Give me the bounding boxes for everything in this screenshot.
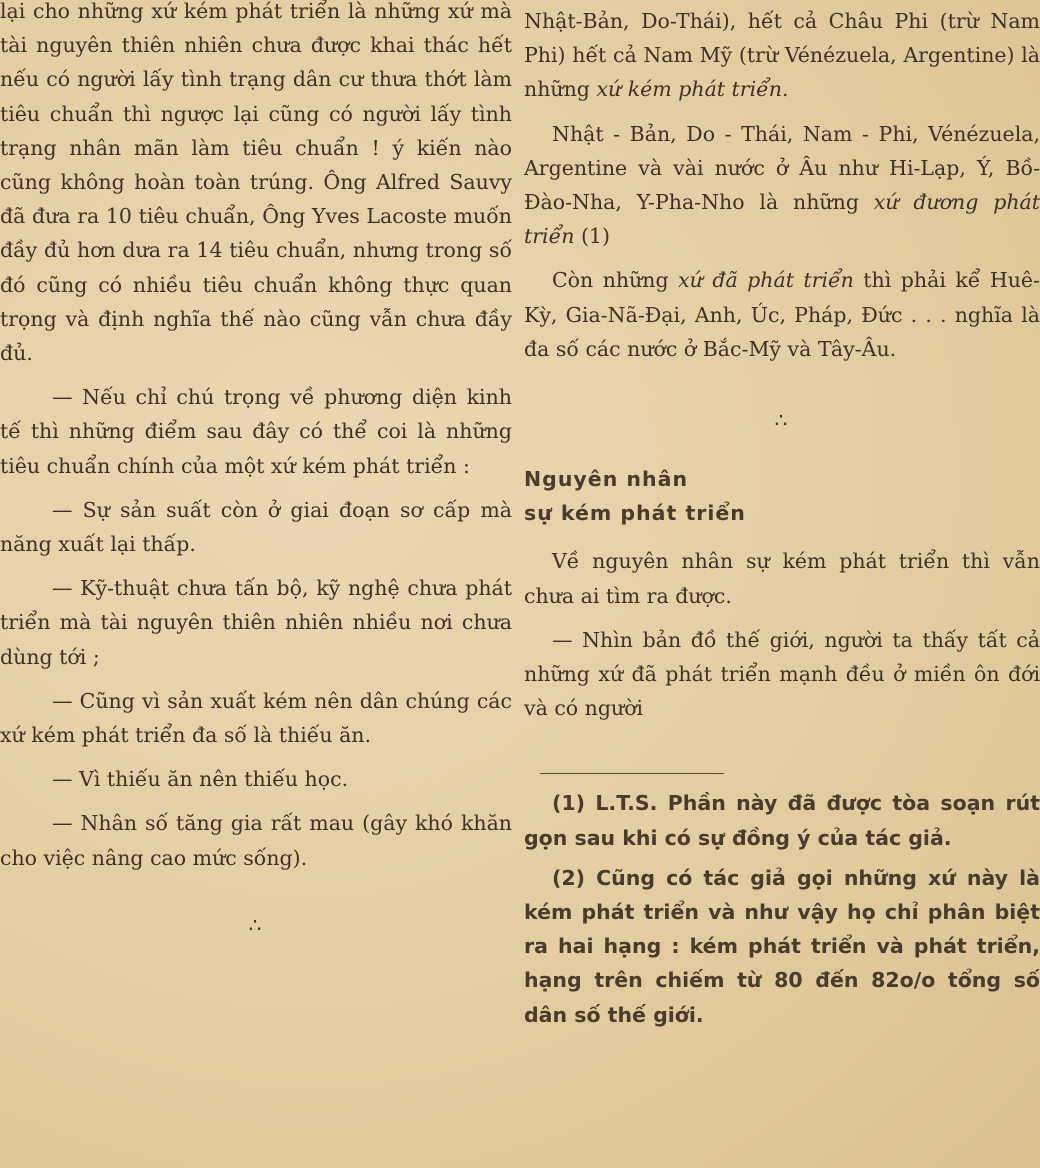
paragraph-economic-criteria: — Nếu chỉ chú trọng về phương diện kinh tế thì những điểm sau đây có thể coi là những tiêu chuẩn chính của một xứ kém phát triển : <box>0 385 512 478</box>
section-heading-line2: sự kém phát triển <box>524 501 746 526</box>
footnote-1: (1) L.T.S. Phần này đã được tòa soạn rút gọn sau khi có sự đồng ý của tác giả. <box>524 791 1040 850</box>
paragraph-underdeveloped-countries: Nhật-Bản, Do-Thái), hết cả Châu Phi (trừ Nam Phi) hết cả Nam Mỹ (trừ Vénézuela, Argentine) là những xứ kém phát triển. <box>524 9 1040 102</box>
paragraph-technology: — Kỹ-thuật chưa tấn bộ, kỹ nghệ chưa phát triển mà tài nguyên thiên nhiên nhiều nơi chưa dùng tới ; <box>0 576 512 669</box>
paragraph-production: — Sự sản suất còn ở giai đoạn sơ cấp mà năng xuất lại thấp. <box>0 497 512 557</box>
paragraph-developed-countries: Còn những xứ đã phát triển thì phải kể Huê-Kỳ, Gia-Nã-Đại, Anh, Úc, Pháp, Đức . . . nghĩa là đa số các nước ở Bắc-Mỹ và Tây-Âu. <box>524 268 1040 361</box>
footnote-2: (2) Cũng có tác giả gọi những xứ này là kém phát triển và như vậy họ chỉ phân biệt ra hai hạng : kém phát triển và phát triển, hạng trên chiếm từ 80 đến 82o/o tổng số dân số thế giới. <box>524 865 1040 1027</box>
paragraph-criteria-intro: lại cho những xứ kém phát triển là những xứ mà tài nguyên thiên nhiên chưa được khai thác hết nếu có người lấy tình trạng dân cư thưa thớt làm tiêu chuẩn thì ngược lại cũng có người lấy tình trạng nhân mãn làm tiêu chuẩn ! ý kiến nào cũng không hoàn toàn trúng. Ông Alfred Sauvy đã đưa ra 10 tiêu chuẩn, Ông Yves Lacoste muốn đầy đủ hơn dưa ra 14 tiêu chuẩn, nhưng trong số đó cũng có nhiều tiêu chuẩn không thực quan trọng và định nghĩa thế nào cũng vẫn chưa đầy đủ. <box>0 0 512 366</box>
section-heading-line1: Nguyên nhân <box>524 467 689 492</box>
section-separator: ∴ <box>248 912 264 937</box>
left-column <box>0 0 512 935</box>
paragraph-population: — Nhân số tăng gia rất mau (gây khó khăn cho việc nâng cao mức sống). <box>0 811 512 870</box>
paragraph-causes: Về nguyên nhân sự kém phát triển thì vẫn chưa ai tìm ra được. <box>524 549 1040 608</box>
section-separator: ∴ <box>774 408 790 433</box>
right-column <box>524 0 1040 1032</box>
paragraph-hunger: — Cũng vì sản xuất kém nên dân chúng các xứ kém phát triển đa số là thiếu ăn. <box>0 688 512 748</box>
paragraph-education: — Vì thiếu ăn nên thiếu học. <box>52 767 349 792</box>
paragraph-developing-countries: Nhật - Bản, Do - Thái, Nam - Phi, Vénézuela, Argentine và vài nước ở Âu như Hi-Lạp, Ý, Bồ-Đào-Nha, Y-Pha-Nho là những xứ đương phát triển (1) <box>524 121 1040 249</box>
paragraph-world-map: — Nhìn bản đồ thế giới, người ta thấy tất cả những xứ đã phát triển mạnh đều ở miền ôn đới và có người <box>524 627 1040 721</box>
